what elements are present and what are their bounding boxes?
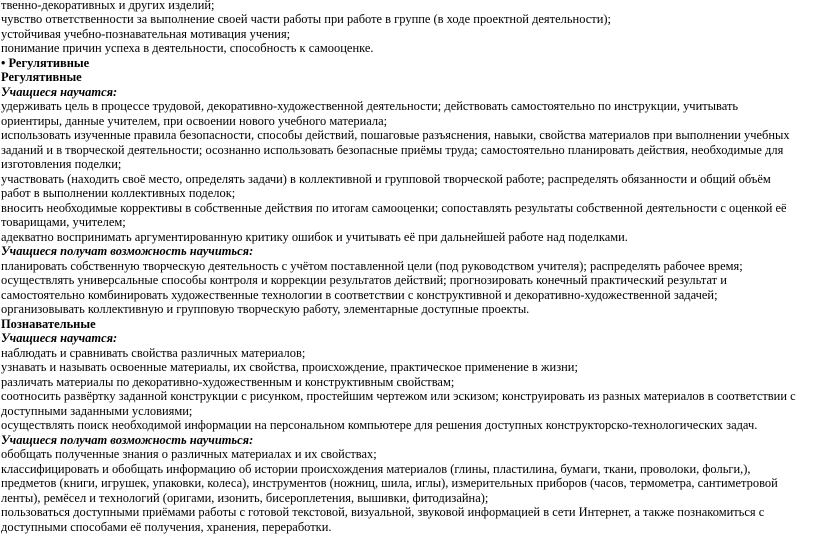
section-heading: Познавательные: [1, 317, 96, 331]
subheading: Учащиеся научатся:: [1, 331, 118, 345]
text-line: участвовать (находить своё место, определять задачи) в коллективной и групповой творческой работе; распределять обязанности и общий объём: [1, 172, 771, 186]
text-line: твенно-декоративных и других изделий;: [1, 0, 215, 12]
text-line: чувство ответственности за выполнение своей части работы при работе в группе (в ходе проектной деятельности);: [1, 12, 611, 26]
text-line: товарищами, учителем;: [1, 215, 126, 229]
section-bullet-heading: • Регулятивные: [1, 56, 90, 70]
text-line: пользоваться доступными приёмами работы с готовой текстовой, визуальной, звуковой информацией в сети Интернет, а также познакомиться с: [1, 505, 765, 519]
text-line: удерживать цель в процессе трудовой, декоративно-художественной деятельности; действовать самостоятельно по инструкции, учитывать: [1, 99, 739, 113]
subheading: Учащиеся получат возможность научиться:: [1, 244, 254, 258]
text-line: обобщать полученные знания о различных материалах и их свойствах;: [1, 447, 377, 461]
text-line: доступными способами её получения, хранения, переработки.: [1, 520, 332, 534]
subheading: Учащиеся получат возможность научиться:: [1, 433, 254, 447]
text-line: устойчивая учебно-познавательная мотивация учения;: [1, 27, 291, 41]
subheading: Учащиеся научатся:: [1, 85, 118, 99]
text-line: наблюдать и сравнивать свойства различных материалов;: [1, 346, 306, 360]
text-line: узнавать и называть освоенные материалы, их свойства, происхождение, практическое применение в жизни;: [1, 360, 578, 374]
text-line: различать материалы по декоративно-художественным и конструктивным свойствам;: [1, 375, 455, 389]
text-line: ориентиры, данные учителем, при освоении нового учебного материала;: [1, 114, 388, 128]
text-line: адекватно воспринимать аргументированную критику ошибок и учитывать её при дальнейшей работе над поделками.: [1, 230, 628, 244]
text-line: ленты), ремёсел и технологий (оригами, изонить, бисероплетения, вышивки, фитодизайна);: [1, 491, 489, 505]
text-line: соотносить развёртку заданной конструкции с рисунком, простейшим чертежом или эскизом; конструировать из разных материалов в соответствии с: [1, 389, 796, 403]
text-line: планировать собственную творческую деятельность с учётом поставленной цели (под руководством учителя); распределять рабочее время;: [1, 259, 743, 273]
text-line: осуществлять поиск необходимой информации на персональном компьютере для решения доступных конструкторско-технологических задач.: [1, 418, 758, 432]
text-line: самостоятельно комбинировать художественные технологии в соответствии с конструктивной и декоративно-художественной задачей;: [1, 288, 718, 302]
text-line: предметов (книги, игрушек, упаковки, колеса), инструментов (ножниц, шила, иглы), измерительных приборов (часов, термометра, сантиметровой: [1, 476, 778, 490]
text-line: осуществлять универсальные способы контроля и коррекции результатов действий; прогнозировать конечный практический результат и: [1, 273, 727, 287]
text-line: понимание причин успеха в деятельности, способность к самооценке.: [1, 41, 374, 55]
text-line: изготовления поделки;: [1, 157, 122, 171]
text-line: использовать изученные правила безопасности, способы действий, пошаговые разъяснения, навыки, свойства материалов при выполнении учебных: [1, 128, 790, 142]
text-line: вносить необходимые коррективы в собственные действия по итогам самооценки; сопоставлять результаты собственной деятельности с оценкой её: [1, 201, 787, 215]
text-line: работ в выполнении коллективных поделок;: [1, 186, 236, 200]
text-line: организовывать коллективную и групповую творческую работу, элементарные доступные проекты.: [1, 302, 530, 316]
text-line: заданий и в творческой деятельности; осознанно использовать безопасные приёмы труда; самостоятельно планировать действия, необходимые для: [1, 143, 784, 157]
section-heading: Регулятивные: [1, 70, 82, 84]
text-line: доступными заданными условиями;: [1, 404, 193, 418]
text-line: классифицировать и обобщать информацию об истории происхождения материалов (глины, пластилина, бумаги, ткани, проволоки, фольги,),: [1, 462, 751, 476]
